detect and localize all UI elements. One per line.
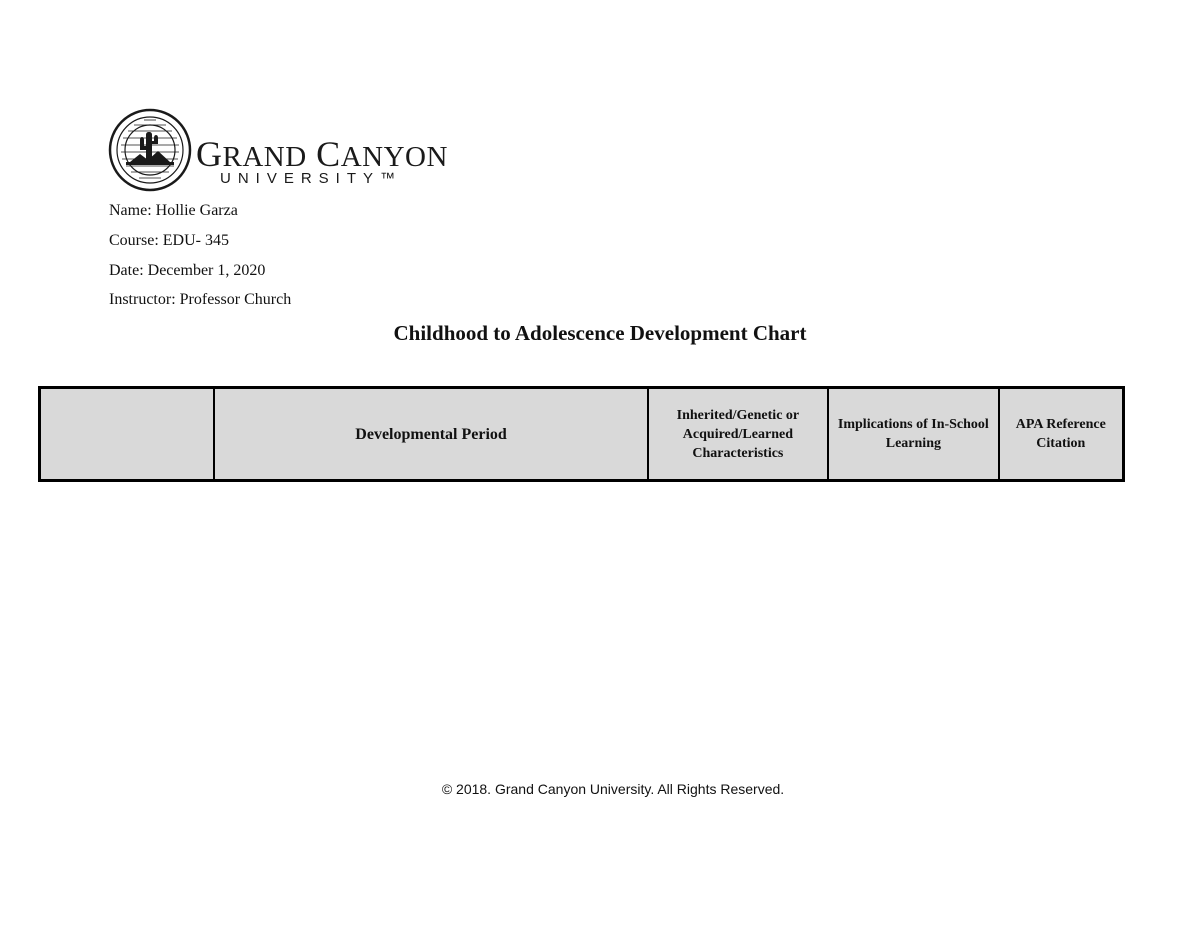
page-title: Childhood to Adolescence Development Chart (393, 321, 807, 345)
logo-letter-c: C (316, 134, 341, 174)
logo-subtitle: UNIVERSITY™ (220, 170, 403, 187)
date-line: Date: December 1, 2020 (109, 262, 266, 279)
logo-letters-anyon: ANYON (340, 141, 448, 173)
course-line: Course: EDU- 345 (109, 232, 229, 249)
university-seal-icon (108, 108, 192, 192)
copyright-footer: © 2018. Grand Canyon University. All Rights Reserved. (441, 781, 785, 797)
table-header-blank (40, 388, 215, 481)
table-header-characteristics: Inherited/Genetic or Acquired/Learned Characteristics (648, 388, 828, 481)
instructor-line: Instructor: Professor Church (109, 291, 292, 308)
development-chart-table (38, 386, 1125, 482)
logo-wordmark (196, 136, 448, 172)
table-header-implications: Implications of In-School Learning (828, 388, 998, 481)
table-header-apa-citation: APA Reference Citation (999, 388, 1124, 481)
logo-letter-g: G (196, 134, 223, 174)
table-header-row (40, 388, 1124, 481)
university-logo (108, 108, 488, 192)
logo-letters-rand: RAND (222, 141, 307, 173)
student-name: Name: Hollie Garza (109, 202, 238, 219)
table-header-developmental-period: Developmental Period (214, 388, 647, 481)
